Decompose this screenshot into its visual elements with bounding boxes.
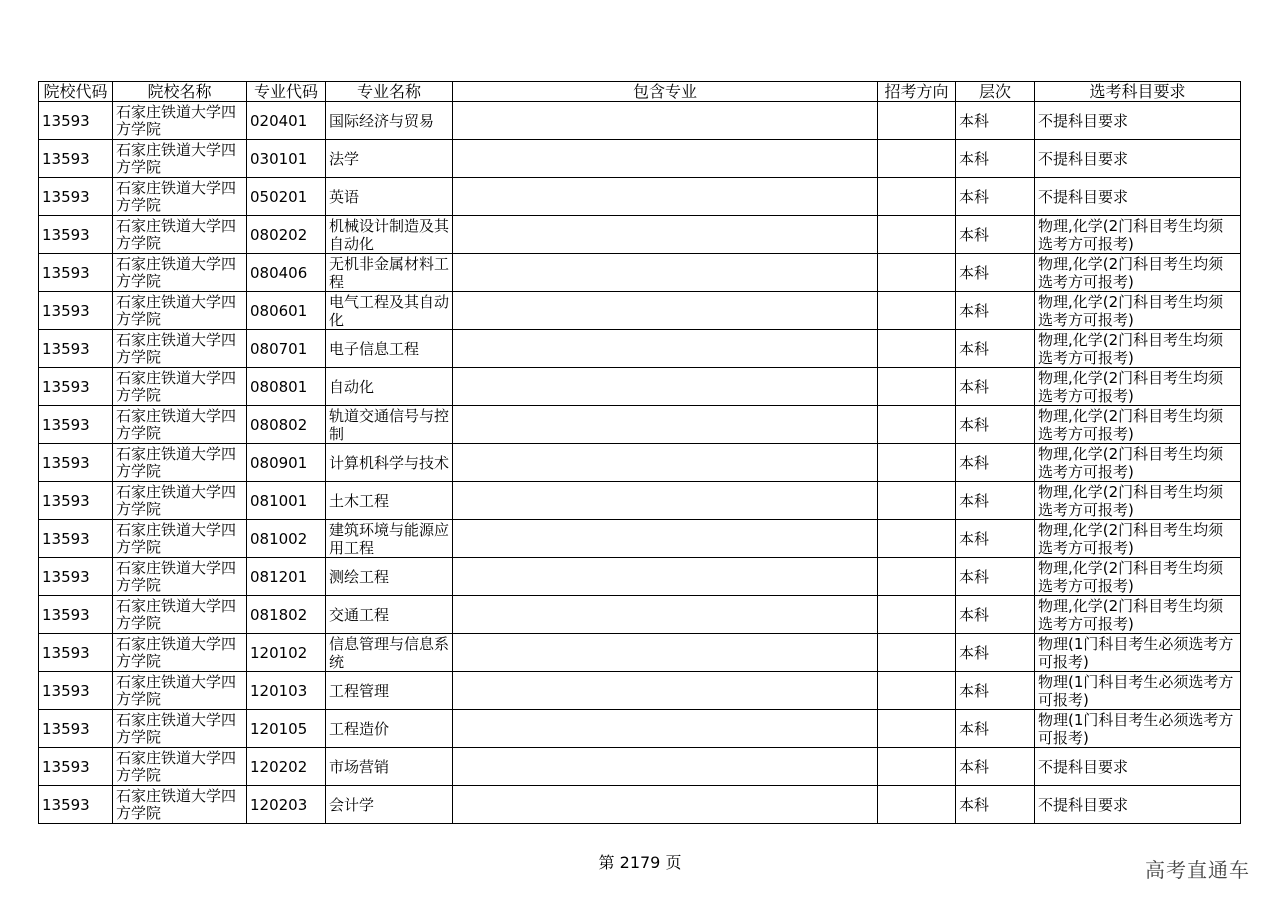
school-name-cell: 石家庄铁道大学四方学院 xyxy=(113,748,247,786)
school-code-cell: 13593 xyxy=(39,558,113,596)
school-name-cell: 石家庄铁道大学四方学院 xyxy=(113,482,247,520)
subject-requirement-cell: 物理,化学(2门科目考生均须选考方可报考) xyxy=(1035,520,1241,558)
header-major-name: 专业名称 xyxy=(326,82,453,102)
major-name-cell: 国际经济与贸易 xyxy=(326,102,453,140)
level-cell: 本科 xyxy=(956,102,1035,140)
direction-cell xyxy=(878,368,956,406)
level-cell: 本科 xyxy=(956,216,1035,254)
included-majors-cell xyxy=(453,634,878,672)
major-name-cell: 工程管理 xyxy=(326,672,453,710)
school-code-cell: 13593 xyxy=(39,330,113,368)
subject-requirement-cell: 物理,化学(2门科目考生均须选考方可报考) xyxy=(1035,558,1241,596)
school-name-cell: 石家庄铁道大学四方学院 xyxy=(113,368,247,406)
school-code-cell: 13593 xyxy=(39,596,113,634)
included-majors-cell xyxy=(453,254,878,292)
direction-cell xyxy=(878,406,956,444)
major-code-cell: 120203 xyxy=(247,786,326,824)
school-code-cell: 13593 xyxy=(39,178,113,216)
major-name-cell: 工程造价 xyxy=(326,710,453,748)
school-name-cell: 石家庄铁道大学四方学院 xyxy=(113,330,247,368)
major-name-cell: 土木工程 xyxy=(326,482,453,520)
school-name-cell: 石家庄铁道大学四方学院 xyxy=(113,444,247,482)
school-name-cell: 石家庄铁道大学四方学院 xyxy=(113,558,247,596)
major-name-cell: 机械设计制造及其自动化 xyxy=(326,216,453,254)
table-row xyxy=(39,292,1241,330)
table-row xyxy=(39,596,1241,634)
major-name-cell: 计算机科学与技术 xyxy=(326,444,453,482)
direction-cell xyxy=(878,634,956,672)
included-majors-cell xyxy=(453,178,878,216)
level-cell: 本科 xyxy=(956,254,1035,292)
level-cell: 本科 xyxy=(956,672,1035,710)
table-row xyxy=(39,254,1241,292)
table-body xyxy=(39,102,1241,824)
table-row xyxy=(39,520,1241,558)
level-cell: 本科 xyxy=(956,330,1035,368)
table-row xyxy=(39,140,1241,178)
included-majors-cell xyxy=(453,330,878,368)
school-name-cell: 石家庄铁道大学四方学院 xyxy=(113,672,247,710)
major-code-cell: 050201 xyxy=(247,178,326,216)
school-code-cell: 13593 xyxy=(39,292,113,330)
direction-cell xyxy=(878,748,956,786)
school-code-cell: 13593 xyxy=(39,368,113,406)
level-cell: 本科 xyxy=(956,748,1035,786)
subject-requirement-cell: 物理,化学(2门科目考生均须选考方可报考) xyxy=(1035,330,1241,368)
table-row xyxy=(39,786,1241,824)
level-cell: 本科 xyxy=(956,292,1035,330)
level-cell: 本科 xyxy=(956,520,1035,558)
direction-cell xyxy=(878,786,956,824)
subject-requirement-cell: 物理,化学(2门科目考生均须选考方可报考) xyxy=(1035,444,1241,482)
included-majors-cell xyxy=(453,140,878,178)
included-majors-cell xyxy=(453,406,878,444)
direction-cell xyxy=(878,178,956,216)
school-code-cell: 13593 xyxy=(39,102,113,140)
major-code-cell: 080801 xyxy=(247,368,326,406)
included-majors-cell xyxy=(453,482,878,520)
level-cell: 本科 xyxy=(956,710,1035,748)
major-code-cell: 120102 xyxy=(247,634,326,672)
major-code-cell: 081802 xyxy=(247,596,326,634)
table-row xyxy=(39,482,1241,520)
direction-cell xyxy=(878,558,956,596)
major-code-cell: 081001 xyxy=(247,482,326,520)
subject-requirement-cell: 物理(1门科目考生必须选考方可报考) xyxy=(1035,672,1241,710)
major-code-cell: 080701 xyxy=(247,330,326,368)
direction-cell xyxy=(878,292,956,330)
level-cell: 本科 xyxy=(956,444,1035,482)
direction-cell xyxy=(878,140,956,178)
subject-requirement-cell: 不提科目要求 xyxy=(1035,178,1241,216)
level-cell: 本科 xyxy=(956,558,1035,596)
school-name-cell: 石家庄铁道大学四方学院 xyxy=(113,292,247,330)
header-major-code: 专业代码 xyxy=(247,82,326,102)
included-majors-cell xyxy=(453,216,878,254)
school-code-cell: 13593 xyxy=(39,786,113,824)
direction-cell xyxy=(878,330,956,368)
major-code-cell: 120202 xyxy=(247,748,326,786)
school-name-cell: 石家庄铁道大学四方学院 xyxy=(113,102,247,140)
school-name-cell: 石家庄铁道大学四方学院 xyxy=(113,254,247,292)
table-row xyxy=(39,710,1241,748)
header-level: 层次 xyxy=(956,82,1035,102)
major-name-cell: 无机非金属材料工程 xyxy=(326,254,453,292)
school-name-cell: 石家庄铁道大学四方学院 xyxy=(113,596,247,634)
direction-cell xyxy=(878,254,956,292)
table-row xyxy=(39,748,1241,786)
major-code-cell: 020401 xyxy=(247,102,326,140)
major-code-cell: 120103 xyxy=(247,672,326,710)
level-cell: 本科 xyxy=(956,140,1035,178)
major-code-cell: 030101 xyxy=(247,140,326,178)
major-name-cell: 测绘工程 xyxy=(326,558,453,596)
table-row xyxy=(39,634,1241,672)
major-name-cell: 轨道交通信号与控制 xyxy=(326,406,453,444)
major-code-cell: 080202 xyxy=(247,216,326,254)
level-cell: 本科 xyxy=(956,786,1035,824)
table-row xyxy=(39,444,1241,482)
school-code-cell: 13593 xyxy=(39,254,113,292)
major-code-cell: 081002 xyxy=(247,520,326,558)
included-majors-cell xyxy=(453,596,878,634)
table-row xyxy=(39,178,1241,216)
included-majors-cell xyxy=(453,748,878,786)
subject-requirement-cell: 物理,化学(2门科目考生均须选考方可报考) xyxy=(1035,292,1241,330)
subject-requirement-cell: 不提科目要求 xyxy=(1035,102,1241,140)
major-code-cell: 081201 xyxy=(247,558,326,596)
header-subject-requirement: 选考科目要求 xyxy=(1035,82,1241,102)
school-code-cell: 13593 xyxy=(39,216,113,254)
direction-cell xyxy=(878,482,956,520)
direction-cell xyxy=(878,596,956,634)
subject-requirement-cell: 物理,化学(2门科目考生均须选考方可报考) xyxy=(1035,216,1241,254)
school-name-cell: 石家庄铁道大学四方学院 xyxy=(113,786,247,824)
school-code-cell: 13593 xyxy=(39,140,113,178)
subject-requirement-cell: 物理,化学(2门科目考生均须选考方可报考) xyxy=(1035,406,1241,444)
subject-requirement-cell: 物理(1门科目考生必须选考方可报考) xyxy=(1035,634,1241,672)
direction-cell xyxy=(878,444,956,482)
school-code-cell: 13593 xyxy=(39,482,113,520)
major-code-cell: 080802 xyxy=(247,406,326,444)
subject-requirement-cell: 物理,化学(2门科目考生均须选考方可报考) xyxy=(1035,254,1241,292)
subject-requirement-cell: 物理,化学(2门科目考生均须选考方可报考) xyxy=(1035,596,1241,634)
table-row xyxy=(39,216,1241,254)
header-direction: 招考方向 xyxy=(878,82,956,102)
major-name-cell: 市场营销 xyxy=(326,748,453,786)
direction-cell xyxy=(878,710,956,748)
subject-requirement-cell: 物理,化学(2门科目考生均须选考方可报考) xyxy=(1035,368,1241,406)
major-name-cell: 电气工程及其自动化 xyxy=(326,292,453,330)
table-row xyxy=(39,102,1241,140)
admissions-table-container xyxy=(38,81,1240,824)
level-cell: 本科 xyxy=(956,406,1035,444)
school-name-cell: 石家庄铁道大学四方学院 xyxy=(113,406,247,444)
school-name-cell: 石家庄铁道大学四方学院 xyxy=(113,216,247,254)
level-cell: 本科 xyxy=(956,368,1035,406)
school-code-cell: 13593 xyxy=(39,710,113,748)
table-row xyxy=(39,672,1241,710)
major-code-cell: 120105 xyxy=(247,710,326,748)
table-row xyxy=(39,558,1241,596)
table-row xyxy=(39,406,1241,444)
school-code-cell: 13593 xyxy=(39,520,113,558)
admissions-table xyxy=(38,81,1241,824)
school-name-cell: 石家庄铁道大学四方学院 xyxy=(113,634,247,672)
school-code-cell: 13593 xyxy=(39,748,113,786)
level-cell: 本科 xyxy=(956,634,1035,672)
school-name-cell: 石家庄铁道大学四方学院 xyxy=(113,710,247,748)
level-cell: 本科 xyxy=(956,482,1035,520)
included-majors-cell xyxy=(453,672,878,710)
header-school-code: 院校代码 xyxy=(39,82,113,102)
school-code-cell: 13593 xyxy=(39,634,113,672)
major-code-cell: 080601 xyxy=(247,292,326,330)
major-name-cell: 信息管理与信息系统 xyxy=(326,634,453,672)
header-included-majors: 包含专业 xyxy=(453,82,878,102)
major-name-cell: 建筑环境与能源应用工程 xyxy=(326,520,453,558)
table-row xyxy=(39,368,1241,406)
direction-cell xyxy=(878,672,956,710)
school-code-cell: 13593 xyxy=(39,406,113,444)
included-majors-cell xyxy=(453,292,878,330)
included-majors-cell xyxy=(453,520,878,558)
major-name-cell: 自动化 xyxy=(326,368,453,406)
subject-requirement-cell: 不提科目要求 xyxy=(1035,140,1241,178)
school-code-cell: 13593 xyxy=(39,444,113,482)
level-cell: 本科 xyxy=(956,596,1035,634)
included-majors-cell xyxy=(453,786,878,824)
major-name-cell: 交通工程 xyxy=(326,596,453,634)
major-code-cell: 080406 xyxy=(247,254,326,292)
included-majors-cell xyxy=(453,102,878,140)
major-name-cell: 会计学 xyxy=(326,786,453,824)
subject-requirement-cell: 不提科目要求 xyxy=(1035,786,1241,824)
school-name-cell: 石家庄铁道大学四方学院 xyxy=(113,520,247,558)
page-number: 第 2179 页 xyxy=(598,853,682,872)
level-cell: 本科 xyxy=(956,178,1035,216)
included-majors-cell xyxy=(453,444,878,482)
school-name-cell: 石家庄铁道大学四方学院 xyxy=(113,178,247,216)
table-header-row xyxy=(39,82,1241,102)
subject-requirement-cell: 不提科目要求 xyxy=(1035,748,1241,786)
included-majors-cell xyxy=(453,710,878,748)
school-code-cell: 13593 xyxy=(39,672,113,710)
direction-cell xyxy=(878,216,956,254)
major-name-cell: 电子信息工程 xyxy=(326,330,453,368)
included-majors-cell xyxy=(453,558,878,596)
major-code-cell: 080901 xyxy=(247,444,326,482)
direction-cell xyxy=(878,102,956,140)
table-row xyxy=(39,330,1241,368)
major-name-cell: 英语 xyxy=(326,178,453,216)
subject-requirement-cell: 物理(1门科目考生必须选考方可报考) xyxy=(1035,710,1241,748)
school-name-cell: 石家庄铁道大学四方学院 xyxy=(113,140,247,178)
header-school-name: 院校名称 xyxy=(113,82,247,102)
direction-cell xyxy=(878,520,956,558)
subject-requirement-cell: 物理,化学(2门科目考生均须选考方可报考) xyxy=(1035,482,1241,520)
included-majors-cell xyxy=(453,368,878,406)
watermark: 高考直通车 xyxy=(1145,858,1250,882)
major-name-cell: 法学 xyxy=(326,140,453,178)
